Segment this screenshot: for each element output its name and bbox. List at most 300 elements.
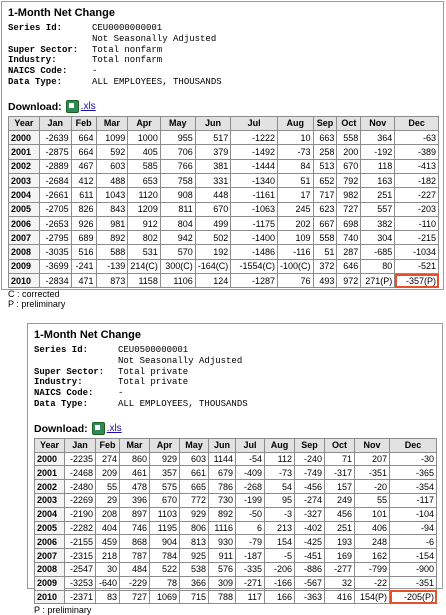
value-cell: 517 bbox=[195, 131, 231, 145]
value-cell: 209 bbox=[96, 466, 120, 480]
metadata-line bbox=[8, 66, 439, 77]
value-cell: -30 bbox=[390, 452, 437, 466]
download-xls-link[interactable]: .xls bbox=[106, 423, 122, 435]
metadata-value: CEU0000000001 bbox=[92, 23, 163, 33]
download-row bbox=[8, 100, 439, 114]
value-cell: -241 bbox=[71, 259, 96, 273]
value-cell: -73 bbox=[278, 145, 314, 159]
column-header: Feb bbox=[71, 116, 96, 130]
value-cell: -1340 bbox=[231, 173, 278, 187]
metadata-line bbox=[8, 34, 439, 45]
value-cell: 727 bbox=[120, 590, 150, 604]
value-cell: 826 bbox=[71, 202, 96, 216]
value-cell: 576 bbox=[209, 562, 236, 576]
value-cell: 786 bbox=[209, 480, 236, 494]
value-cell: 925 bbox=[180, 549, 209, 563]
value-cell: -54 bbox=[236, 452, 265, 466]
metadata-value: Total private bbox=[118, 377, 189, 388]
column-header: Oct bbox=[325, 438, 355, 452]
value-cell: -3035 bbox=[39, 245, 71, 259]
value-cell: 404 bbox=[96, 521, 120, 535]
value-cell: 251 bbox=[361, 188, 395, 202]
metadata-value: - bbox=[92, 66, 98, 77]
value-cell: 904 bbox=[150, 535, 180, 549]
table-header-row bbox=[35, 438, 437, 452]
value-cell: -50 bbox=[236, 507, 265, 521]
value-cell: 1116 bbox=[209, 521, 236, 535]
table-row bbox=[9, 231, 439, 245]
highlighted-value-cell: -357(P) bbox=[395, 274, 439, 288]
metadata-value: Total nonfarm bbox=[92, 44, 163, 55]
year-cell: 2007 bbox=[9, 231, 40, 245]
value-cell: 592 bbox=[96, 145, 128, 159]
value-cell: 653 bbox=[128, 173, 161, 187]
value-cell: -63 bbox=[395, 131, 439, 145]
table-row bbox=[35, 535, 437, 549]
table-row bbox=[9, 245, 439, 259]
value-cell: 51 bbox=[313, 245, 337, 259]
value-cell: 912 bbox=[128, 216, 161, 230]
year-cell: 2004 bbox=[35, 507, 65, 521]
value-cell: -192 bbox=[361, 145, 395, 159]
value-cell: -3253 bbox=[65, 576, 96, 590]
value-cell: -100(C) bbox=[278, 259, 314, 273]
value-cell: 154(P) bbox=[355, 590, 390, 604]
value-cell: 461 bbox=[120, 466, 150, 480]
excel-file-icon[interactable] bbox=[66, 100, 79, 113]
column-header: Nov bbox=[355, 438, 390, 452]
value-cell: 467 bbox=[71, 159, 96, 173]
value-cell: 200 bbox=[337, 145, 361, 159]
metadata-label: Industry: bbox=[8, 55, 57, 66]
value-cell: 652 bbox=[313, 173, 337, 187]
value-cell: 892 bbox=[209, 507, 236, 521]
value-cell: 611 bbox=[71, 188, 96, 202]
value-cell: 811 bbox=[160, 202, 195, 216]
year-cell: 2005 bbox=[9, 202, 40, 216]
value-cell: 406 bbox=[355, 521, 390, 535]
highlighted-value-cell: -205(P) bbox=[390, 590, 437, 604]
value-cell: 502 bbox=[195, 231, 231, 245]
value-cell: 84 bbox=[278, 159, 314, 173]
value-cell: -199 bbox=[236, 493, 265, 507]
value-cell: 646 bbox=[337, 259, 361, 273]
metadata-value: Total private bbox=[118, 366, 189, 377]
value-cell: -2834 bbox=[39, 274, 71, 288]
value-cell: 730 bbox=[209, 493, 236, 507]
value-cell: 930 bbox=[209, 535, 236, 549]
value-cell: -2661 bbox=[39, 188, 71, 202]
value-cell: 1000 bbox=[128, 131, 161, 145]
value-cell: 942 bbox=[160, 231, 195, 245]
series-panel-total-private bbox=[27, 323, 443, 615]
value-cell: 715 bbox=[180, 590, 209, 604]
table-row bbox=[35, 562, 437, 576]
value-cell: 766 bbox=[160, 159, 195, 173]
value-cell: -425 bbox=[295, 535, 325, 549]
metadata-label: Data Type: bbox=[8, 76, 63, 87]
table-row bbox=[35, 590, 437, 604]
column-header: Aug bbox=[278, 116, 314, 130]
value-cell: 663 bbox=[313, 131, 337, 145]
value-cell: 459 bbox=[96, 535, 120, 549]
table-row bbox=[35, 480, 437, 494]
value-cell: 271(P) bbox=[361, 274, 395, 288]
value-cell: 667 bbox=[313, 216, 337, 230]
value-cell: -154 bbox=[390, 549, 437, 563]
download-xls-link[interactable]: .xls bbox=[80, 101, 96, 113]
value-cell: -2235 bbox=[65, 452, 96, 466]
column-header: May bbox=[180, 438, 209, 452]
value-cell: 300(C) bbox=[160, 259, 195, 273]
value-cell: -1034 bbox=[395, 245, 439, 259]
value-cell: 249 bbox=[325, 493, 355, 507]
value-cell: -365 bbox=[390, 466, 437, 480]
value-cell: 982 bbox=[337, 188, 361, 202]
value-cell: 357 bbox=[150, 466, 180, 480]
year-cell: 2004 bbox=[9, 188, 40, 202]
value-cell: -227 bbox=[395, 188, 439, 202]
value-cell: 727 bbox=[337, 202, 361, 216]
value-cell: 538 bbox=[180, 562, 209, 576]
metadata-value: CEU0500000001 bbox=[118, 345, 189, 355]
footnote: C : corrected bbox=[8, 289, 60, 300]
year-cell: 2010 bbox=[35, 590, 65, 604]
value-cell: -2639 bbox=[39, 131, 71, 145]
value-cell: 214(C) bbox=[128, 259, 161, 273]
metadata-label: Super Sector: bbox=[34, 366, 105, 377]
metadata-line bbox=[34, 367, 438, 378]
table-row bbox=[9, 145, 439, 159]
table-row bbox=[9, 202, 439, 216]
value-cell: 248 bbox=[355, 535, 390, 549]
value-cell: -409 bbox=[236, 466, 265, 480]
column-header: Feb bbox=[96, 438, 120, 452]
value-cell: 396 bbox=[120, 493, 150, 507]
year-cell: 2000 bbox=[35, 452, 65, 466]
value-cell: 557 bbox=[361, 202, 395, 216]
value-cell: -166 bbox=[265, 576, 295, 590]
table-row bbox=[9, 274, 439, 288]
value-cell: 51 bbox=[278, 173, 314, 187]
value-cell: -317 bbox=[325, 466, 355, 480]
value-cell: 664 bbox=[71, 131, 96, 145]
download-label: Download: bbox=[34, 422, 88, 435]
series-title: 1-Month Net Change bbox=[34, 329, 141, 341]
value-cell: -73 bbox=[265, 466, 295, 480]
value-cell: -215 bbox=[395, 231, 439, 245]
value-cell: -389 bbox=[395, 145, 439, 159]
value-cell: 1209 bbox=[128, 202, 161, 216]
value-cell: 366 bbox=[180, 576, 209, 590]
value-cell: 258 bbox=[313, 145, 337, 159]
value-cell: -1175 bbox=[231, 216, 278, 230]
value-cell: 95 bbox=[265, 493, 295, 507]
value-cell: 575 bbox=[150, 480, 180, 494]
value-cell: -2889 bbox=[39, 159, 71, 173]
value-cell: 892 bbox=[96, 231, 128, 245]
metadata-label: Data Type: bbox=[34, 398, 89, 409]
value-cell: -1161 bbox=[231, 188, 278, 202]
value-cell: 1043 bbox=[96, 188, 128, 202]
column-header: Mar bbox=[96, 116, 128, 130]
value-cell: -363 bbox=[295, 590, 325, 604]
value-cell: 740 bbox=[337, 231, 361, 245]
value-cell: 689 bbox=[71, 231, 96, 245]
value-cell: -567 bbox=[295, 576, 325, 590]
value-cell: -1492 bbox=[231, 145, 278, 159]
year-cell: 2010 bbox=[9, 274, 40, 288]
value-cell: -1287 bbox=[231, 274, 278, 288]
table-row bbox=[9, 259, 439, 273]
table-row bbox=[9, 188, 439, 202]
panel-inner bbox=[34, 329, 438, 615]
table-row bbox=[35, 493, 437, 507]
year-cell: 2000 bbox=[9, 131, 40, 145]
value-cell: 603 bbox=[96, 159, 128, 173]
value-cell: 484 bbox=[120, 562, 150, 576]
value-cell: 897 bbox=[120, 507, 150, 521]
value-cell: 873 bbox=[96, 274, 128, 288]
metadata-value: ALL EMPLOYEES, THOUSANDS bbox=[118, 398, 248, 409]
series-metadata bbox=[8, 23, 439, 88]
column-header: Mar bbox=[120, 438, 150, 452]
metadata-line bbox=[8, 23, 439, 34]
value-cell: 972 bbox=[337, 274, 361, 288]
excel-file-icon[interactable] bbox=[92, 422, 105, 435]
value-cell: 981 bbox=[96, 216, 128, 230]
value-cell: 792 bbox=[337, 173, 361, 187]
metadata-label: Series Id: bbox=[34, 345, 89, 355]
value-cell: 29 bbox=[96, 493, 120, 507]
metadata-label: NAICS Code: bbox=[34, 388, 94, 399]
value-cell: 706 bbox=[160, 145, 195, 159]
column-header: Apr bbox=[128, 116, 161, 130]
value-cell: 788 bbox=[209, 590, 236, 604]
footnote: P : preliminary bbox=[34, 605, 92, 615]
value-cell: -1444 bbox=[231, 159, 278, 173]
table-header-row bbox=[9, 116, 439, 130]
value-cell: -277 bbox=[325, 562, 355, 576]
value-cell: 456 bbox=[325, 507, 355, 521]
value-cell: -203 bbox=[395, 202, 439, 216]
value-cell: 804 bbox=[160, 216, 195, 230]
value-cell: 193 bbox=[325, 535, 355, 549]
value-cell: -117 bbox=[390, 493, 437, 507]
value-cell: -1063 bbox=[231, 202, 278, 216]
value-cell: -2705 bbox=[39, 202, 71, 216]
value-cell: 772 bbox=[180, 493, 209, 507]
value-cell: -413 bbox=[395, 159, 439, 173]
year-cell: 2001 bbox=[35, 466, 65, 480]
column-header: Oct bbox=[337, 116, 361, 130]
value-cell: 679 bbox=[209, 466, 236, 480]
value-cell: 784 bbox=[150, 549, 180, 563]
value-cell: 698 bbox=[337, 216, 361, 230]
metadata-value: ALL EMPLOYEES, THOUSANDS bbox=[92, 76, 222, 87]
value-cell: 603 bbox=[180, 452, 209, 466]
column-header: Nov bbox=[361, 116, 395, 130]
table-row bbox=[35, 549, 437, 563]
metadata-label bbox=[8, 34, 92, 45]
value-cell: 251 bbox=[325, 521, 355, 535]
value-cell: 169 bbox=[325, 549, 355, 563]
value-cell: 157 bbox=[325, 480, 355, 494]
value-cell: 558 bbox=[337, 131, 361, 145]
value-cell: 166 bbox=[265, 590, 295, 604]
value-cell: -94 bbox=[390, 521, 437, 535]
year-cell: 2009 bbox=[35, 576, 65, 590]
value-cell: -116 bbox=[278, 245, 314, 259]
column-header: Jan bbox=[65, 438, 96, 452]
value-cell: -1554(C) bbox=[231, 259, 278, 273]
value-cell: 499 bbox=[195, 216, 231, 230]
column-header: Dec bbox=[390, 438, 437, 452]
series-panel-total-nonfarm bbox=[1, 1, 444, 310]
value-cell: 382 bbox=[361, 216, 395, 230]
value-cell: -5 bbox=[265, 549, 295, 563]
metadata-line bbox=[34, 388, 438, 399]
value-cell: 787 bbox=[120, 549, 150, 563]
value-cell: 1069 bbox=[150, 590, 180, 604]
value-cell: 926 bbox=[71, 216, 96, 230]
value-cell: -685 bbox=[361, 245, 395, 259]
year-cell: 2001 bbox=[9, 145, 40, 159]
value-cell: -640 bbox=[96, 576, 120, 590]
column-header: Jul bbox=[236, 438, 265, 452]
value-cell: 54 bbox=[265, 480, 295, 494]
value-cell: -2371 bbox=[65, 590, 96, 604]
column-header: Year bbox=[9, 116, 40, 130]
column-header: Year bbox=[35, 438, 65, 452]
value-cell: 117 bbox=[236, 590, 265, 604]
year-cell: 2007 bbox=[35, 549, 65, 563]
value-cell: 304 bbox=[361, 231, 395, 245]
value-cell: 813 bbox=[180, 535, 209, 549]
value-cell: 405 bbox=[128, 145, 161, 159]
value-cell: -20 bbox=[355, 480, 390, 494]
value-cell: -79 bbox=[236, 535, 265, 549]
value-cell: 585 bbox=[128, 159, 161, 173]
value-cell: 379 bbox=[195, 145, 231, 159]
metadata-line bbox=[34, 377, 438, 388]
value-cell: 118 bbox=[361, 159, 395, 173]
metadata-label: Industry: bbox=[34, 377, 83, 388]
value-cell: -3699 bbox=[39, 259, 71, 273]
value-cell: 670 bbox=[150, 493, 180, 507]
footnotes bbox=[34, 605, 438, 615]
table-row bbox=[35, 521, 437, 535]
value-cell: -749 bbox=[295, 466, 325, 480]
value-cell: -2282 bbox=[65, 521, 96, 535]
value-cell: 531 bbox=[128, 245, 161, 259]
value-cell: 471 bbox=[71, 274, 96, 288]
value-cell: -335 bbox=[236, 562, 265, 576]
value-cell: 911 bbox=[209, 549, 236, 563]
value-cell: 929 bbox=[180, 507, 209, 521]
value-cell: 331 bbox=[195, 173, 231, 187]
value-cell: 364 bbox=[361, 131, 395, 145]
value-cell: -104 bbox=[390, 507, 437, 521]
value-cell: -354 bbox=[390, 480, 437, 494]
value-cell: 163 bbox=[361, 173, 395, 187]
year-cell: 2008 bbox=[9, 245, 40, 259]
value-cell: 488 bbox=[96, 173, 128, 187]
value-cell: -2875 bbox=[39, 145, 71, 159]
value-cell: 55 bbox=[96, 480, 120, 494]
value-cell: -229 bbox=[120, 576, 150, 590]
value-cell: 1158 bbox=[128, 274, 161, 288]
value-cell: 124 bbox=[195, 274, 231, 288]
year-cell: 2006 bbox=[9, 216, 40, 230]
value-cell: 78 bbox=[150, 576, 180, 590]
value-cell: -2315 bbox=[65, 549, 96, 563]
value-cell: -206 bbox=[265, 562, 295, 576]
value-cell: 802 bbox=[128, 231, 161, 245]
panel-inner bbox=[8, 7, 439, 309]
value-cell: 218 bbox=[96, 549, 120, 563]
value-cell: 955 bbox=[160, 131, 195, 145]
metadata-line bbox=[8, 77, 439, 88]
year-cell: 2003 bbox=[9, 173, 40, 187]
column-header: Jun bbox=[195, 116, 231, 130]
value-cell: -271 bbox=[236, 576, 265, 590]
value-cell: 1144 bbox=[209, 452, 236, 466]
value-cell: -139 bbox=[96, 259, 128, 273]
value-cell: -799 bbox=[355, 562, 390, 576]
value-cell: -3 bbox=[265, 507, 295, 521]
value-cell: 478 bbox=[120, 480, 150, 494]
value-cell: 213 bbox=[265, 521, 295, 535]
value-cell: 101 bbox=[355, 507, 390, 521]
data-table bbox=[8, 116, 439, 289]
column-header: Aug bbox=[265, 438, 295, 452]
value-cell: -1400 bbox=[231, 231, 278, 245]
value-cell: 717 bbox=[313, 188, 337, 202]
value-cell: -521 bbox=[395, 259, 439, 273]
series-title: 1-Month Net Change bbox=[8, 7, 115, 19]
value-cell: 207 bbox=[355, 452, 390, 466]
value-cell: -164(C) bbox=[195, 259, 231, 273]
value-cell: 372 bbox=[313, 259, 337, 273]
value-cell: -2684 bbox=[39, 173, 71, 187]
year-cell: 2002 bbox=[9, 159, 40, 173]
value-cell: 664 bbox=[71, 145, 96, 159]
download-label: Download: bbox=[8, 100, 62, 113]
footnotes bbox=[8, 289, 439, 309]
value-cell: -351 bbox=[355, 466, 390, 480]
value-cell: -456 bbox=[295, 480, 325, 494]
value-cell: 17 bbox=[278, 188, 314, 202]
metadata-label: Series Id: bbox=[8, 23, 63, 33]
year-cell: 2005 bbox=[35, 521, 65, 535]
value-cell: -900 bbox=[390, 562, 437, 576]
value-cell: 588 bbox=[96, 245, 128, 259]
value-cell: -6 bbox=[390, 535, 437, 549]
value-cell: -402 bbox=[295, 521, 325, 535]
metadata-label bbox=[34, 356, 118, 367]
footnote: P : preliminary bbox=[8, 299, 66, 310]
value-cell: 55 bbox=[355, 493, 390, 507]
value-cell: 154 bbox=[265, 535, 295, 549]
value-cell: -2480 bbox=[65, 480, 96, 494]
value-cell: 192 bbox=[195, 245, 231, 259]
value-cell: 516 bbox=[71, 245, 96, 259]
year-cell: 2006 bbox=[35, 535, 65, 549]
value-cell: 71 bbox=[325, 452, 355, 466]
value-cell: 868 bbox=[120, 535, 150, 549]
value-cell: 287 bbox=[337, 245, 361, 259]
